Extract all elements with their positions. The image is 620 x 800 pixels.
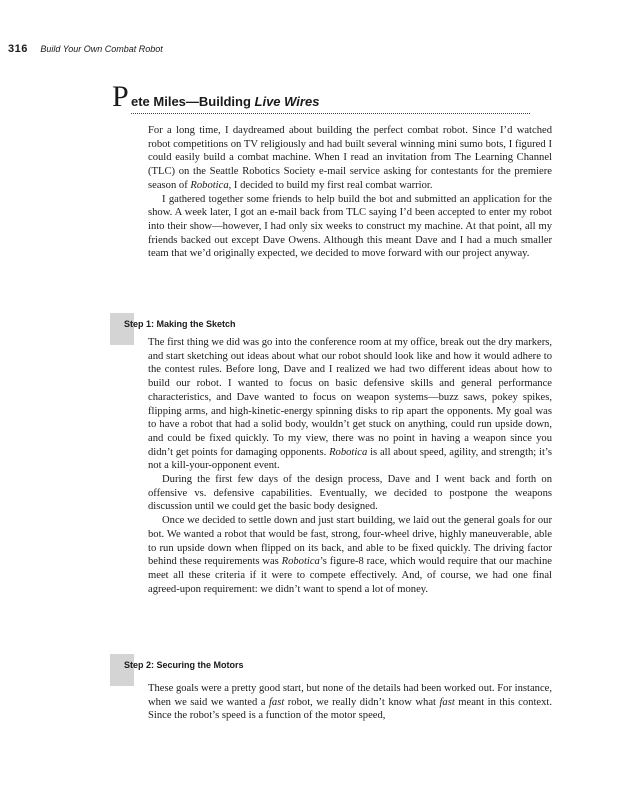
text-run: ’s figure-8 race, which would require that our machine meet all these criteria if it were to compete effectively. And, of course, we had one final agreed-upon requirement: we didn’t want to spend a lot of money. xyxy=(148,556,552,595)
book-title: Build Your Own Combat Robot xyxy=(40,44,163,54)
step-2-marker xyxy=(110,654,134,686)
step-1-text xyxy=(148,336,552,596)
text-run: , I decided to build my first real combat warrior. xyxy=(228,179,433,191)
step-2-paragraph-1 xyxy=(148,682,552,723)
intro-text xyxy=(148,124,552,261)
step-1-paragraph-1 xyxy=(148,336,552,473)
intro-paragraph-1 xyxy=(148,124,552,193)
step-2-text xyxy=(148,682,552,723)
step-1-heading: Step 1: Making the Sketch xyxy=(124,319,236,329)
step-1-paragraph-2: During the first few days of the design process, Dave and I went back and forth on offensive vs. defensive capabilities. Eventually, we decided to postpone the weapons discussion until we could get the basic body designed. xyxy=(148,474,552,513)
title-italic: Live Wires xyxy=(254,94,320,109)
text-run: meant in this context. Since the robot’s speed is a function of the motor speed, xyxy=(148,696,552,722)
page-number: 316 xyxy=(8,43,28,55)
text-emphasis: Robotica xyxy=(190,179,229,191)
running-head xyxy=(8,43,163,55)
text-run: robot, we really didn’t know what xyxy=(284,696,440,708)
intro-paragraph-2: I gathered together some friends to help build the bot and submitted an application for the show. A week later, I got an e-mail back from TLC saying I’d been accepted to enter my robot into their show—however, I had only six weeks to construct my machine. At that point, all my friends backed out except Dave Owens. Although this meant Dave and I had a much smaller team that we’d originally expected, we decided to move forward with our project anyway. xyxy=(148,193,552,260)
step-1-paragraph-3 xyxy=(148,514,552,596)
text-emphasis: Robotica xyxy=(329,446,368,458)
text-emphasis: fast xyxy=(439,696,455,708)
text-run: For a long time, I daydreamed about building the perfect combat robot. Since I’d watched robot competitions on TV religiously and had built several winning mini sumo bots, I figured I could easily build a combat machine. When I read an invitation from The Learning Channel (TLC) on the Seattle Robotics Society e-mail service asking for contestants for the premiere season of xyxy=(148,125,552,191)
text-emphasis: Robotica xyxy=(281,556,320,568)
step-1-marker xyxy=(110,313,134,345)
text-run: Once we decided to settle down and just start building, we laid out the general goals for our bot. We wanted a robot that would be fast, strong, four-wheel drive, highly maneuverable, able to run upside down when flipped on its back, and able to be fixed quickly. The driving factor behind these requirements was xyxy=(148,515,552,568)
text-run: These goals were a pretty good start, but none of the details had been worked out. For instance, when we said we wanted a xyxy=(148,683,552,708)
text-emphasis: fast xyxy=(268,696,285,708)
step-2-heading: Step 2: Securing the Motors xyxy=(124,660,244,670)
title-rule xyxy=(131,113,530,114)
title-text xyxy=(131,94,319,109)
title-drop-letter: P xyxy=(112,80,129,113)
text-run: The first thing we did was go into the conference room at my office, break out the dry markers, and start sketching out ideas about what our robot should look like and how it would adhere to the contest rules. Before long, Dave and I realized we had two different ideas about how to build our robot. I wanted to focus on basic defensive skills and general performance characteristics, and Dave wanted to focus on weapon systems—buzz saws, pokey spikes, flipping arms, and high-kinetic-energy spinning disks to rip apart the opponents. My goal was to have a robot that had a solid body, wouldn’t get stuck on anything, could run upside down, and could be fixed quickly. To my view, there was no point in having a weapon since you didn’t get points for damaging opponents. xyxy=(148,337,552,458)
title-prefix: ete Miles—Building xyxy=(131,94,255,109)
text-run: is all about speed, agility, and strength; it’s not a kill-your-opponent event. xyxy=(148,446,552,472)
